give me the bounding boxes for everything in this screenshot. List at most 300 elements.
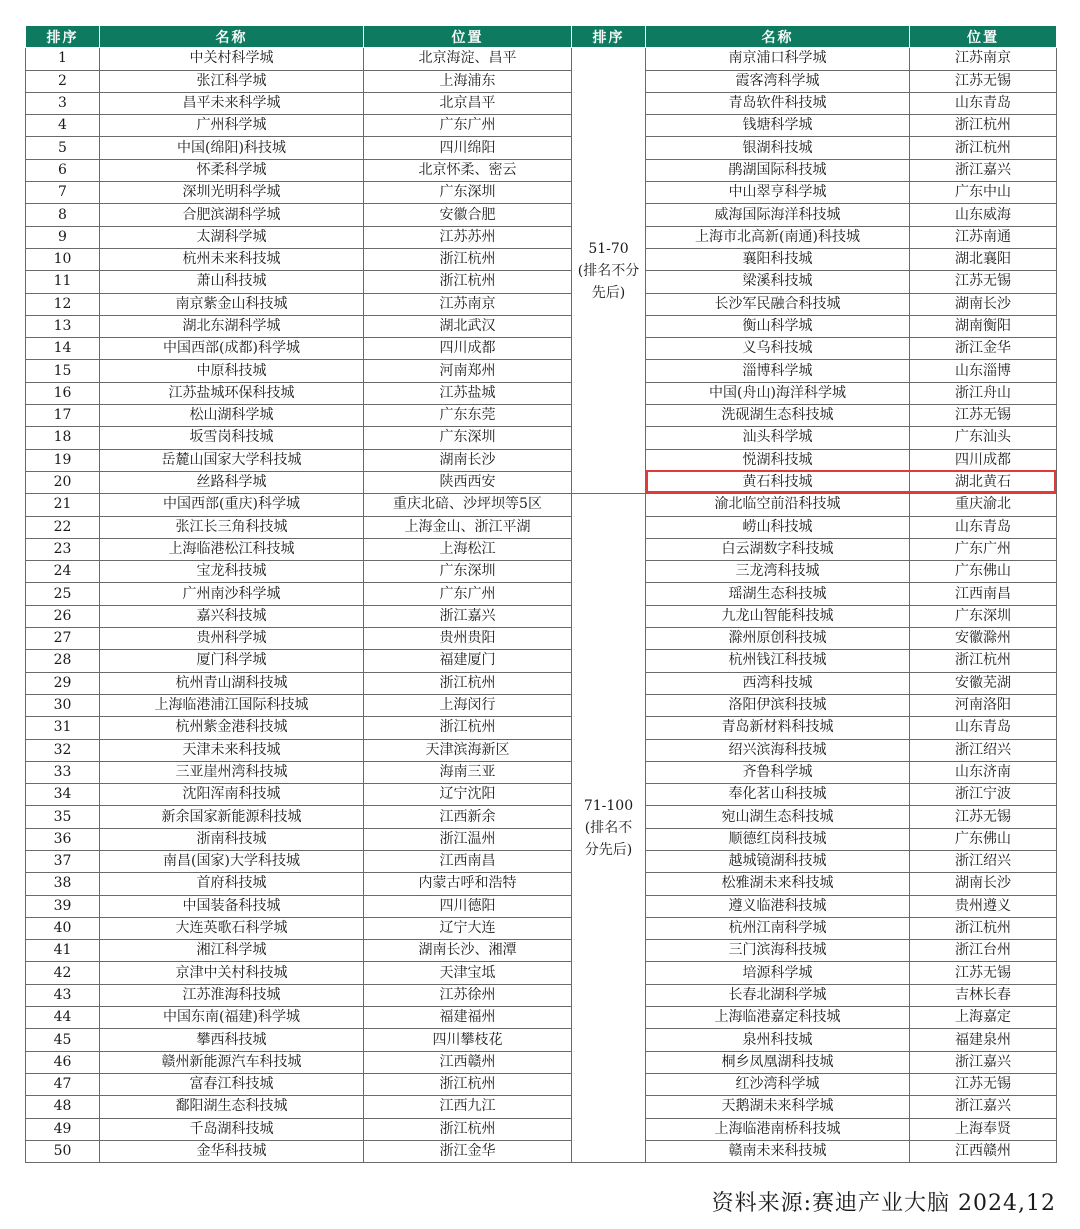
location-cell: 天津宝坻 [364, 962, 572, 984]
name-cell-2: 桐乡凤凰湖科技城 [646, 1051, 910, 1073]
name-cell-2: 中山翠亨科学城 [646, 182, 910, 204]
name-cell-2: 黄石科技城 [646, 471, 910, 493]
table-row [26, 405, 1057, 427]
table-row [26, 427, 1057, 449]
location-cell: 福建厦门 [364, 650, 572, 672]
location-cell-2: 湖南长沙 [910, 293, 1057, 315]
table-row [26, 784, 1057, 806]
table-row [26, 1029, 1057, 1051]
location-cell-2: 湖北襄阳 [910, 248, 1057, 270]
name-cell-2: 悦湖科技城 [646, 449, 910, 471]
rank-cell: 45 [26, 1029, 100, 1051]
table-row [26, 494, 1057, 516]
header-location-2: 位置 [910, 26, 1057, 48]
name-cell: 鄱阳湖生态科技城 [100, 1096, 364, 1118]
location-cell: 四川绵阳 [364, 137, 572, 159]
location-cell: 浙江金华 [364, 1140, 572, 1162]
location-cell: 重庆北碚、沙坪坝等5区 [364, 494, 572, 516]
location-cell: 辽宁大连 [364, 917, 572, 939]
location-cell: 江西九江 [364, 1096, 572, 1118]
location-cell: 江苏徐州 [364, 984, 572, 1006]
table-body [26, 48, 1057, 1163]
table-row [26, 271, 1057, 293]
location-cell: 陕西西安 [364, 471, 572, 493]
rank-cell: 4 [26, 115, 100, 137]
name-cell-2: 宛山湖生态科技城 [646, 806, 910, 828]
name-cell: 怀柔科学城 [100, 159, 364, 181]
rank-cell: 46 [26, 1051, 100, 1073]
table-row [26, 850, 1057, 872]
location-cell: 上海金山、浙江平湖 [364, 516, 572, 538]
location-cell: 江苏苏州 [364, 226, 572, 248]
table-row [26, 873, 1057, 895]
location-cell-2: 浙江杭州 [910, 137, 1057, 159]
location-cell-2: 江西南昌 [910, 583, 1057, 605]
name-cell-2: 义乌科技城 [646, 338, 910, 360]
location-cell-2: 江苏南京 [910, 48, 1057, 70]
rank-cell: 30 [26, 694, 100, 716]
name-cell-2: 九龙山智能科技城 [646, 605, 910, 627]
name-cell: 上海临港松江科技城 [100, 538, 364, 560]
name-cell: 攀西科技城 [100, 1029, 364, 1051]
name-cell-2: 西湾科技城 [646, 672, 910, 694]
location-cell-2: 江苏无锡 [910, 962, 1057, 984]
location-cell: 浙江杭州 [364, 1073, 572, 1095]
location-cell: 江西新余 [364, 806, 572, 828]
rank-cell: 7 [26, 182, 100, 204]
name-cell-2: 淄博科学城 [646, 360, 910, 382]
name-cell-2: 霞客湾科学城 [646, 70, 910, 92]
table-row [26, 1051, 1057, 1073]
rank-cell: 49 [26, 1118, 100, 1140]
rank-cell: 43 [26, 984, 100, 1006]
location-cell-2: 浙江金华 [910, 338, 1057, 360]
table-row [26, 360, 1057, 382]
table-row [26, 137, 1057, 159]
location-cell: 江苏盐城 [364, 382, 572, 404]
table-row [26, 806, 1057, 828]
location-cell: 浙江嘉兴 [364, 605, 572, 627]
table-row [26, 338, 1057, 360]
name-cell: 天津未来科技城 [100, 739, 364, 761]
location-cell-2: 山东威海 [910, 204, 1057, 226]
location-cell-2: 四川成都 [910, 449, 1057, 471]
location-cell: 河南郑州 [364, 360, 572, 382]
location-cell-2: 湖北黄石 [910, 471, 1057, 493]
table-row [26, 761, 1057, 783]
name-cell: 中国东南(福建)科学城 [100, 1007, 364, 1029]
name-cell-2: 天鹅湖未来科学城 [646, 1096, 910, 1118]
rank-group-line: (排名不分 [577, 262, 640, 279]
rank-cell: 39 [26, 895, 100, 917]
location-cell: 广东深圳 [364, 561, 572, 583]
location-cell: 上海闵行 [364, 694, 572, 716]
name-cell: 中国西部(成都)科学城 [100, 338, 364, 360]
name-cell-2: 泉州科技城 [646, 1029, 910, 1051]
rank-cell: 36 [26, 828, 100, 850]
table-row [26, 1118, 1057, 1140]
header-location: 位置 [364, 26, 572, 48]
location-cell-2: 贵州遵义 [910, 895, 1057, 917]
rank-cell: 44 [26, 1007, 100, 1029]
location-cell-2: 吉林长春 [910, 984, 1057, 1006]
name-cell: 湘江科学城 [100, 940, 364, 962]
location-cell: 浙江杭州 [364, 1118, 572, 1140]
rank-cell: 9 [26, 226, 100, 248]
name-cell: 南京紫金山科技城 [100, 293, 364, 315]
table-row [26, 917, 1057, 939]
rank-cell: 2 [26, 70, 100, 92]
location-cell-2: 山东青岛 [910, 717, 1057, 739]
table-row [26, 293, 1057, 315]
location-cell-2: 广东佛山 [910, 561, 1057, 583]
location-cell: 湖南长沙、湘潭 [364, 940, 572, 962]
name-cell-2: 培源科学城 [646, 962, 910, 984]
name-cell-2: 三龙湾科技城 [646, 561, 910, 583]
location-cell: 四川德阳 [364, 895, 572, 917]
name-cell-2: 长沙军民融合科技城 [646, 293, 910, 315]
location-cell-2: 浙江绍兴 [910, 850, 1057, 872]
rank-cell: 16 [26, 382, 100, 404]
location-cell: 广东深圳 [364, 427, 572, 449]
location-cell-2: 广东广州 [910, 538, 1057, 560]
name-cell-2: 红沙湾科学城 [646, 1073, 910, 1095]
table-row [26, 583, 1057, 605]
location-cell-2: 安徽芜湖 [910, 672, 1057, 694]
location-cell-2: 浙江嘉兴 [910, 159, 1057, 181]
location-cell: 上海松江 [364, 538, 572, 560]
location-cell-2: 山东青岛 [910, 92, 1057, 114]
rank-group-line: 51-70 [588, 240, 629, 257]
location-cell: 上海浦东 [364, 70, 572, 92]
rank-cell: 6 [26, 159, 100, 181]
location-cell-2: 江苏无锡 [910, 70, 1057, 92]
rank-cell: 14 [26, 338, 100, 360]
table-row [26, 159, 1057, 181]
table-row [26, 1007, 1057, 1029]
name-cell: 深圳光明科学城 [100, 182, 364, 204]
rank-cell: 21 [26, 494, 100, 516]
table-row [26, 538, 1057, 560]
location-cell-2: 广东深圳 [910, 605, 1057, 627]
name-cell: 京津中关村科技城 [100, 962, 364, 984]
table-row [26, 204, 1057, 226]
name-cell-2: 南京浦口科学城 [646, 48, 910, 70]
name-cell-2: 滁州原创科技城 [646, 628, 910, 650]
name-cell: 湖北东湖科学城 [100, 315, 364, 337]
name-cell: 江苏淮海科技城 [100, 984, 364, 1006]
name-cell-2: 钱塘科学城 [646, 115, 910, 137]
name-cell-2: 银湖科技城 [646, 137, 910, 159]
rank-cell: 40 [26, 917, 100, 939]
rank-cell: 22 [26, 516, 100, 538]
name-cell-2: 越城镜湖科技城 [646, 850, 910, 872]
location-cell-2: 浙江绍兴 [910, 739, 1057, 761]
header-name: 名称 [100, 26, 364, 48]
name-cell: 沈阳浑南科技城 [100, 784, 364, 806]
table-row [26, 471, 1057, 493]
rank-cell: 1 [26, 48, 100, 70]
location-cell-2: 上海嘉定 [910, 1007, 1057, 1029]
location-cell: 浙江杭州 [364, 717, 572, 739]
table-row [26, 940, 1057, 962]
rank-cell: 37 [26, 850, 100, 872]
rank-cell: 32 [26, 739, 100, 761]
rank-cell: 18 [26, 427, 100, 449]
location-cell-2: 山东济南 [910, 761, 1057, 783]
name-cell-2: 杭州江南科学城 [646, 917, 910, 939]
rank-cell: 29 [26, 672, 100, 694]
rank-cell: 26 [26, 605, 100, 627]
location-cell-2: 福建泉州 [910, 1029, 1057, 1051]
rank-cell: 31 [26, 717, 100, 739]
location-cell: 浙江杭州 [364, 271, 572, 293]
name-cell-2: 梁溪科技城 [646, 271, 910, 293]
table-row [26, 962, 1057, 984]
name-cell: 嘉兴科技城 [100, 605, 364, 627]
location-cell: 北京怀柔、密云 [364, 159, 572, 181]
name-cell: 张江长三角科技城 [100, 516, 364, 538]
rank-cell: 15 [26, 360, 100, 382]
location-cell-2: 浙江台州 [910, 940, 1057, 962]
name-cell: 金华科技城 [100, 1140, 364, 1162]
location-cell: 四川成都 [364, 338, 572, 360]
table-row [26, 694, 1057, 716]
location-cell: 辽宁沈阳 [364, 784, 572, 806]
table-row [26, 449, 1057, 471]
table-row [26, 70, 1057, 92]
location-cell-2: 江苏无锡 [910, 1073, 1057, 1095]
rank-cell: 11 [26, 271, 100, 293]
table-header-row [26, 26, 1057, 48]
location-cell: 福建福州 [364, 1007, 572, 1029]
table-row [26, 382, 1057, 404]
location-cell-2: 浙江杭州 [910, 917, 1057, 939]
header-name-2: 名称 [646, 26, 910, 48]
location-cell-2: 浙江杭州 [910, 115, 1057, 137]
table-row [26, 1073, 1057, 1095]
rank-group-line: 71-100 [583, 798, 634, 815]
name-cell: 松山湖科学城 [100, 405, 364, 427]
name-cell-2: 绍兴滨海科技城 [646, 739, 910, 761]
rank-cell: 17 [26, 405, 100, 427]
name-cell: 首府科技城 [100, 873, 364, 895]
name-cell-2: 瑶湖生态科技城 [646, 583, 910, 605]
table-row [26, 739, 1057, 761]
name-cell: 江苏盐城环保科技城 [100, 382, 364, 404]
rank-cell: 10 [26, 248, 100, 270]
rank-cell: 50 [26, 1140, 100, 1162]
name-cell: 赣州新能源汽车科技城 [100, 1051, 364, 1073]
rank-cell: 8 [26, 204, 100, 226]
table-row [26, 828, 1057, 850]
location-cell-2: 广东佛山 [910, 828, 1057, 850]
name-cell-2: 威海国际海洋科技城 [646, 204, 910, 226]
name-cell-2: 杭州钱江科技城 [646, 650, 910, 672]
name-cell: 厦门科学城 [100, 650, 364, 672]
table-row [26, 895, 1057, 917]
table-row [26, 672, 1057, 694]
rank-cell: 13 [26, 315, 100, 337]
name-cell-2: 上海临港南桥科技城 [646, 1118, 910, 1140]
table-row [26, 984, 1057, 1006]
location-cell-2: 江西赣州 [910, 1140, 1057, 1162]
rank-cell: 20 [26, 471, 100, 493]
name-cell: 太湖科学城 [100, 226, 364, 248]
name-cell: 千岛湖科技城 [100, 1118, 364, 1140]
rank-cell: 12 [26, 293, 100, 315]
name-cell-2: 长春北湖科学城 [646, 984, 910, 1006]
name-cell: 广州南沙科学城 [100, 583, 364, 605]
location-cell: 江苏南京 [364, 293, 572, 315]
location-cell-2: 浙江嘉兴 [910, 1096, 1057, 1118]
table-row [26, 1096, 1057, 1118]
location-cell: 内蒙古呼和浩特 [364, 873, 572, 895]
table-row [26, 628, 1057, 650]
name-cell: 中原科技城 [100, 360, 364, 382]
name-cell-2: 三门滨海科技城 [646, 940, 910, 962]
name-cell: 萧山科技城 [100, 271, 364, 293]
location-cell-2: 重庆渝北 [910, 494, 1057, 516]
name-cell-2: 崂山科技城 [646, 516, 910, 538]
name-cell: 南昌(国家)大学科技城 [100, 850, 364, 872]
table-row [26, 561, 1057, 583]
location-cell: 安徽合肥 [364, 204, 572, 226]
location-cell: 广东广州 [364, 583, 572, 605]
name-cell: 丝路科学城 [100, 471, 364, 493]
table-row [26, 248, 1057, 270]
location-cell-2: 广东汕头 [910, 427, 1057, 449]
rank-group-cell [572, 48, 646, 494]
location-cell: 江西南昌 [364, 850, 572, 872]
name-cell-2: 顺德红岗科技城 [646, 828, 910, 850]
name-cell: 杭州紫金港科技城 [100, 717, 364, 739]
name-cell: 上海临港浦江国际科技城 [100, 694, 364, 716]
header-rank: 排序 [26, 26, 100, 48]
location-cell: 贵州贵阳 [364, 628, 572, 650]
location-cell-2: 浙江舟山 [910, 382, 1057, 404]
location-cell-2: 浙江嘉兴 [910, 1051, 1057, 1073]
location-cell-2: 浙江杭州 [910, 650, 1057, 672]
location-cell-2: 山东青岛 [910, 516, 1057, 538]
rank-cell: 27 [26, 628, 100, 650]
rank-cell: 48 [26, 1096, 100, 1118]
name-cell: 坂雪岗科技城 [100, 427, 364, 449]
name-cell: 大连英歌石科学城 [100, 917, 364, 939]
location-cell-2: 浙江宁波 [910, 784, 1057, 806]
location-cell: 海南三亚 [364, 761, 572, 783]
name-cell: 广州科学城 [100, 115, 364, 137]
rank-cell: 3 [26, 92, 100, 114]
name-cell: 贵州科学城 [100, 628, 364, 650]
location-cell-2: 安徽滁州 [910, 628, 1057, 650]
rank-cell: 35 [26, 806, 100, 828]
name-cell: 富春江科技城 [100, 1073, 364, 1095]
name-cell: 新余国家新能源科技城 [100, 806, 364, 828]
name-cell: 杭州未来科技城 [100, 248, 364, 270]
table-row [26, 48, 1057, 70]
location-cell-2: 江苏南通 [910, 226, 1057, 248]
rank-cell: 28 [26, 650, 100, 672]
location-cell-2: 山东淄博 [910, 360, 1057, 382]
rank-cell: 19 [26, 449, 100, 471]
location-cell: 湖南长沙 [364, 449, 572, 471]
location-cell: 浙江杭州 [364, 248, 572, 270]
table-row [26, 115, 1057, 137]
name-cell-2: 中国(舟山)海洋科学城 [646, 382, 910, 404]
name-cell: 浙南科技城 [100, 828, 364, 850]
rank-cell: 25 [26, 583, 100, 605]
name-cell-2: 汕头科学城 [646, 427, 910, 449]
name-cell: 中国西部(重庆)科学城 [100, 494, 364, 516]
location-cell: 湖北武汉 [364, 315, 572, 337]
rank-cell: 47 [26, 1073, 100, 1095]
table-row [26, 605, 1057, 627]
rank-cell: 42 [26, 962, 100, 984]
location-cell: 广东东莞 [364, 405, 572, 427]
name-cell: 杭州青山湖科技城 [100, 672, 364, 694]
name-cell-2: 松雅湖未来科技城 [646, 873, 910, 895]
name-cell: 中关村科学城 [100, 48, 364, 70]
location-cell: 广东深圳 [364, 182, 572, 204]
table-row [26, 226, 1057, 248]
location-cell: 北京昌平 [364, 92, 572, 114]
location-cell-2: 上海奉贤 [910, 1118, 1057, 1140]
location-cell: 江西赣州 [364, 1051, 572, 1073]
location-cell: 四川攀枝花 [364, 1029, 572, 1051]
rank-cell: 23 [26, 538, 100, 560]
name-cell-2: 襄阳科技城 [646, 248, 910, 270]
name-cell-2: 渝北临空前沿科技城 [646, 494, 910, 516]
source-note: 资料来源:赛迪产业大脑 2024,12 [711, 1191, 1056, 1216]
table-row [26, 1140, 1057, 1162]
name-cell-2: 齐鲁科学城 [646, 761, 910, 783]
rank-group-cell [572, 494, 646, 1163]
name-cell-2: 白云湖数字科技城 [646, 538, 910, 560]
name-cell: 张江科学城 [100, 70, 364, 92]
location-cell: 浙江杭州 [364, 672, 572, 694]
name-cell: 中国(绵阳)科技城 [100, 137, 364, 159]
table-row [26, 92, 1057, 114]
table-row [26, 717, 1057, 739]
location-cell-2: 湖南长沙 [910, 873, 1057, 895]
name-cell-2: 遵义临港科技城 [646, 895, 910, 917]
name-cell-2: 青岛软件科技城 [646, 92, 910, 114]
location-cell: 天津滨海新区 [364, 739, 572, 761]
rank-cell: 34 [26, 784, 100, 806]
name-cell: 昌平未来科学城 [100, 92, 364, 114]
rank-cell: 5 [26, 137, 100, 159]
rank-group-line: 先后) [591, 284, 626, 301]
rank-group-line: (排名不 [584, 820, 633, 837]
location-cell-2: 广东中山 [910, 182, 1057, 204]
name-cell-2: 鹃湖国际科技城 [646, 159, 910, 181]
ranking-table [25, 25, 1057, 1163]
name-cell: 合肥滨湖科学城 [100, 204, 364, 226]
name-cell-2: 洗砚湖生态科技城 [646, 405, 910, 427]
location-cell-2: 湖南衡阳 [910, 315, 1057, 337]
name-cell-2: 青岛新材料科技城 [646, 717, 910, 739]
location-cell: 浙江温州 [364, 828, 572, 850]
location-cell: 广东广州 [364, 115, 572, 137]
name-cell: 中国装备科技城 [100, 895, 364, 917]
table-row [26, 182, 1057, 204]
rank-group-line: 分先后) [584, 842, 633, 859]
rank-cell: 33 [26, 761, 100, 783]
name-cell-2: 上海市北高新(南通)科技城 [646, 226, 910, 248]
name-cell-2: 洛阳伊滨科技城 [646, 694, 910, 716]
name-cell-2: 赣南未来科技城 [646, 1140, 910, 1162]
